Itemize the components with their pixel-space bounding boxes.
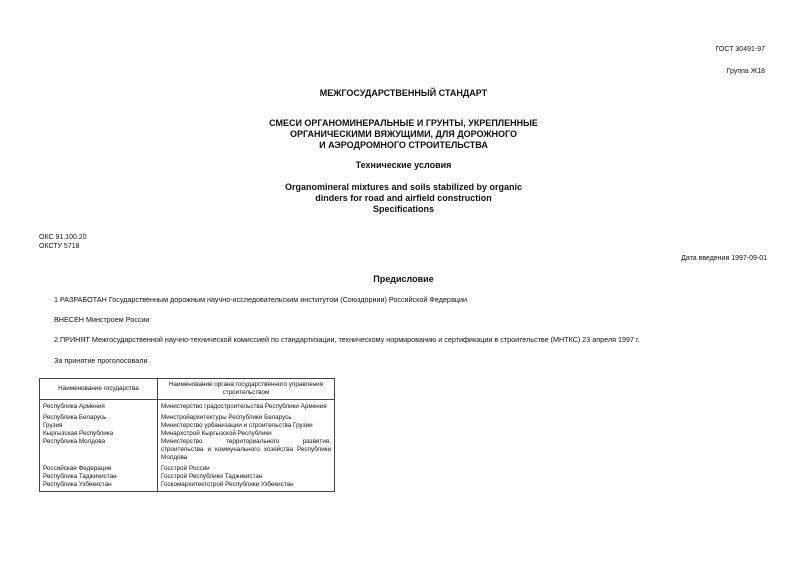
- introduction-date: Дата введения 1997-09-01: [681, 255, 767, 262]
- table-header-state: Наименование государства: [40, 379, 158, 400]
- table-cell-authority: Министерство градостроительства Республики Армения: [158, 400, 335, 415]
- foreword-paragraph-introduced: ВНЕСЕН Минстроем России: [54, 315, 150, 324]
- table-cell-authority: Госстрой Республики Таджикистан: [158, 473, 335, 481]
- table-header-authority: Наименование органа государственного управления строительством: [158, 379, 335, 400]
- table-cell-authority: Министерство территориального развития, строительства и коммунального хозяйства Республики Молдова: [158, 438, 335, 465]
- table-row: [40, 400, 335, 415]
- title-en-line-2: dinders for road and airfield construction: [315, 193, 492, 203]
- table-row: [40, 473, 335, 481]
- title-en-line-1: Organomineral mixtures and soils stabilized by organic: [284, 182, 523, 192]
- table-cell-authority: Министерство урбанизации и строительства Грузии: [158, 422, 335, 430]
- table-cell-state: Республика Беларусь: [40, 414, 158, 422]
- table-row: [40, 414, 335, 422]
- voting-states-table: [39, 378, 335, 492]
- standard-type: МЕЖГОСУДАРСТВЕННЫЙ СТАНДАРТ: [319, 88, 488, 98]
- table-cell-authority: Минархстрой Кыргызской Республики: [158, 430, 335, 438]
- table-row: [40, 465, 335, 473]
- table-row: [40, 481, 335, 492]
- table-row: [40, 422, 335, 430]
- table-cell-authority: Госкомархитектстрой Республики Узбекистан: [158, 481, 335, 492]
- table-cell-authority: Минстройархитектуры Республики Беларусь: [158, 414, 335, 422]
- table-header-row: [40, 379, 335, 400]
- title-ru-line-1: СМЕСИ ОРГАНОМИНЕРАЛЬНЫЕ И ГРУНТЫ, УКРЕПЛЕННЫЕ: [269, 118, 538, 128]
- table-row: [40, 438, 335, 465]
- foreword-paragraph-developed: 1 РАЗРАБОТАН Государственным дорожным научно-исследовательским институтом (Союздорнии) Российской Федерации: [54, 295, 468, 304]
- table-cell-state: Российская Федерация: [40, 465, 158, 473]
- table-cell-state: Республика Молдова: [40, 438, 158, 465]
- table-cell-state: Грузия: [40, 422, 158, 430]
- title-ru-line-3: И АЭРОДРОМНОГО СТРОИТЕЛЬСТВА: [319, 140, 488, 150]
- title-ru-line-2: ОРГАНИЧЕСКИМИ ВЯЖУЩИМИ, ДЛЯ ДОРОЖНОГО: [289, 129, 518, 139]
- group-code: Группа Ж18: [726, 68, 765, 75]
- subtitle-ru: Технические условия: [355, 160, 452, 170]
- document-number: ГОСТ 30491-97: [715, 46, 765, 53]
- table-row: [40, 430, 335, 438]
- table-cell-authority: Госстрой России: [158, 465, 335, 473]
- foreword-heading: Предисловие: [373, 274, 434, 284]
- foreword-paragraph-voted: За принятие проголосовали: [54, 356, 148, 365]
- table-cell-state: Республика Таджикистан: [40, 473, 158, 481]
- table-cell-state: Республика Узбекистан: [40, 481, 158, 492]
- title-en-line-3: Specifications: [372, 204, 435, 214]
- foreword-paragraph-adopted: 2 ПРИНЯТ Межгосударственной научно-технической комиссией по стандартизации, техническому нормированию и сертификации в строительстве (МНТКС) 23 апреля 1997 г.: [54, 335, 640, 344]
- table-cell-state: Кыргызская Республика: [40, 430, 158, 438]
- oks-code: ОКС 91.100.20: [39, 234, 87, 241]
- okstu-code: ОКСТУ 5718: [39, 243, 80, 250]
- table-cell-state: Республика Армения: [40, 400, 158, 415]
